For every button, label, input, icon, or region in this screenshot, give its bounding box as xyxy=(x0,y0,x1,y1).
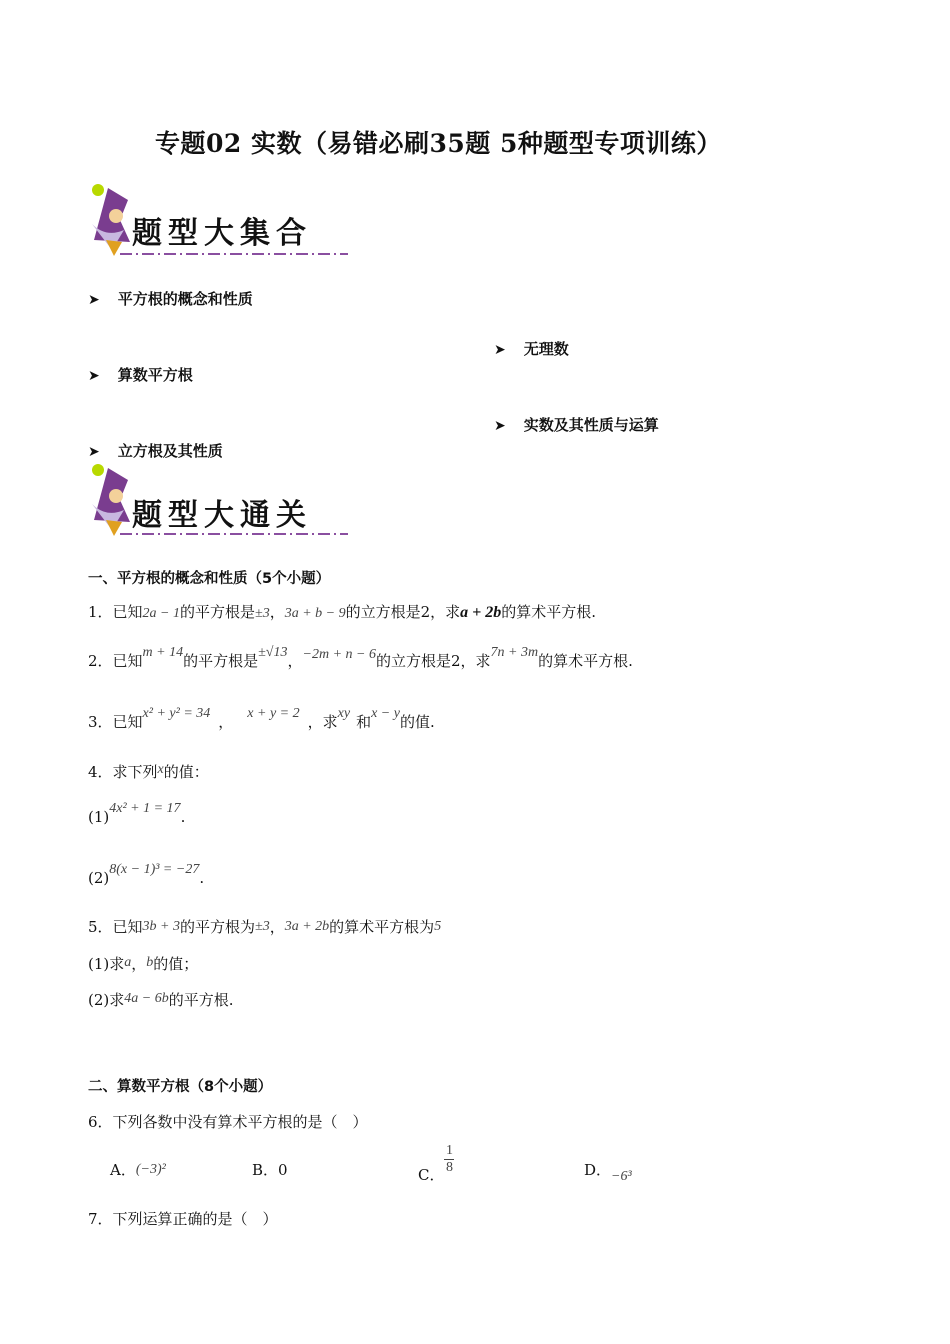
banner-question-types xyxy=(86,180,356,262)
fraction: $\frac{1}{8}$ xyxy=(445,1143,453,1175)
banner-title: 题型大通关 xyxy=(132,498,312,533)
page-title: 专题02 实数（易错必刷35题 5种题型专项训练） xyxy=(155,129,722,158)
arrow-icon: ➤ xyxy=(494,418,506,434)
category-item: ➤ 算数平方根 xyxy=(88,366,193,384)
question-7: 7．下列运算正确的是（ ） xyxy=(88,1210,278,1228)
option-d: D．−6³ xyxy=(584,1161,632,1184)
category-item: ➤ 立方根及其性质 xyxy=(88,442,223,460)
question-1: 1．已知2a − 1的平方根是±3，3a + b − 9的立方根是2，求a + 2b的算术平方根. xyxy=(88,603,597,621)
question-6: 6．下列各数中没有算术平方根的是（ ） xyxy=(88,1113,368,1131)
category-item: ➤ 平方根的概念和性质 xyxy=(88,290,253,308)
banner-practice xyxy=(86,460,356,542)
question-3: 3．已知x² + y² = 34 ， x + y = 2 ，求xy 和x − y的值. xyxy=(88,706,435,731)
question-5-part-2: (2)求4a − 6b的平方根. xyxy=(88,991,234,1009)
question-2: 2．已知m + 14的平方根是±√13，−2m + n − 6的立方根是2，求7n + 3m的算术平方根. xyxy=(88,645,633,670)
question-4: 4．求下列x的值： xyxy=(88,762,209,781)
banner-title: 题型大集合 xyxy=(132,216,312,251)
category-item: ➤ 无理数 xyxy=(494,340,569,358)
arrow-icon: ➤ xyxy=(88,444,100,460)
option-a: A．(−3)² xyxy=(110,1161,166,1179)
option-b: B．0 xyxy=(252,1161,288,1179)
question-5-part-1: (1)求a，b的值； xyxy=(88,955,199,973)
section-heading: 一、平方根的概念和性质（5个小题） xyxy=(88,571,331,587)
arrow-icon: ➤ xyxy=(494,342,506,358)
arrow-icon: ➤ xyxy=(88,368,100,384)
section-heading: 二、算数平方根（8个小题） xyxy=(88,1079,273,1095)
option-c: C． $\frac{1}{8}$ xyxy=(418,1143,453,1184)
arrow-icon: ➤ xyxy=(88,292,100,308)
question-4-part-2: (2)8(x − 1)³ = −27. xyxy=(88,862,205,887)
question-4-part-1: (1)4x² + 1 = 17. xyxy=(88,801,186,826)
category-item: ➤ 实数及其性质与运算 xyxy=(494,416,659,434)
question-5: 5．已知3b + 3的平方根为±3，3a + 2b的算术平方根为5 xyxy=(88,918,442,936)
